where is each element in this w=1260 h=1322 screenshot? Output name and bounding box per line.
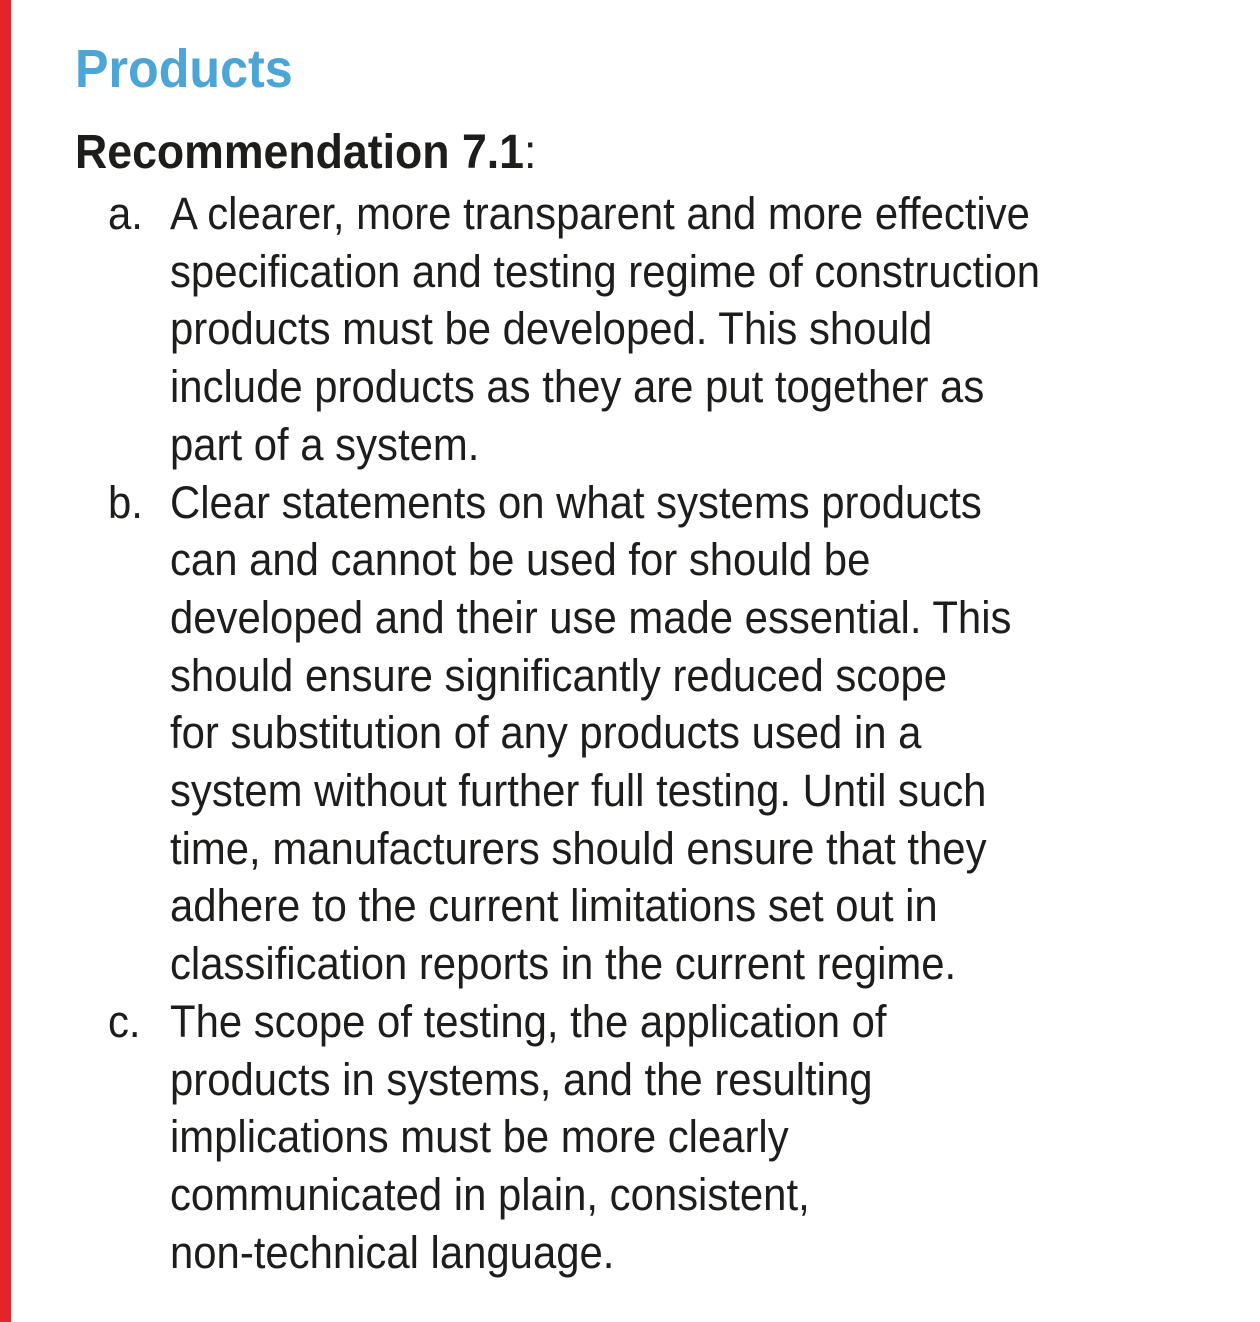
text-line: should ensure significantly reduced scope: [170, 649, 948, 701]
text-line: The scope of testing, the application of: [170, 995, 887, 1047]
text-line: system without further full testing. Until such: [170, 765, 987, 817]
recommendation-colon: :: [524, 126, 537, 179]
section-heading: Products: [75, 39, 293, 99]
text-line: adhere to the current limitations set out in: [170, 880, 938, 932]
list-item: [75, 993, 1260, 1282]
recommendation-list: [75, 185, 1260, 1281]
text-line: time, manufacturers should ensure that they: [170, 822, 987, 874]
list-item-marker: a.: [108, 188, 143, 239]
text-line: can and cannot be used for should be: [170, 534, 871, 586]
text-line: products must be developed. This should: [170, 303, 933, 355]
text-line: for substitution of any products used in a: [170, 707, 922, 759]
recommendation-label: Recommendation 7.1: [75, 126, 525, 179]
text-line: include products as they are put together as: [170, 361, 985, 413]
text-line: part of a system.: [170, 418, 480, 470]
text-line: classification reports in the current regime.: [170, 938, 957, 990]
list-item-marker: c.: [108, 995, 141, 1047]
text-line: A clearer, more transparent and more effective: [170, 188, 1030, 239]
list-item-text: [170, 474, 1260, 993]
text-line: Clear statements on what systems products: [170, 476, 982, 528]
text-line: implications must be more clearly: [170, 1111, 789, 1163]
text-line: products in systems, and the resulting: [170, 1053, 873, 1105]
list-item-text: [170, 185, 1260, 474]
recommendation-title: [75, 127, 1177, 179]
list-item-text: [170, 993, 1260, 1282]
list-item-marker: b.: [108, 476, 143, 528]
list-item: [75, 474, 1260, 993]
text-line: specification and testing regime of construction: [170, 245, 1041, 297]
list-item: [75, 185, 1260, 474]
text-line: communicated in plain, consistent,: [170, 1168, 810, 1220]
text-line: non-technical language.: [170, 1226, 615, 1278]
text-line: developed and their use made essential. This: [170, 591, 1012, 643]
